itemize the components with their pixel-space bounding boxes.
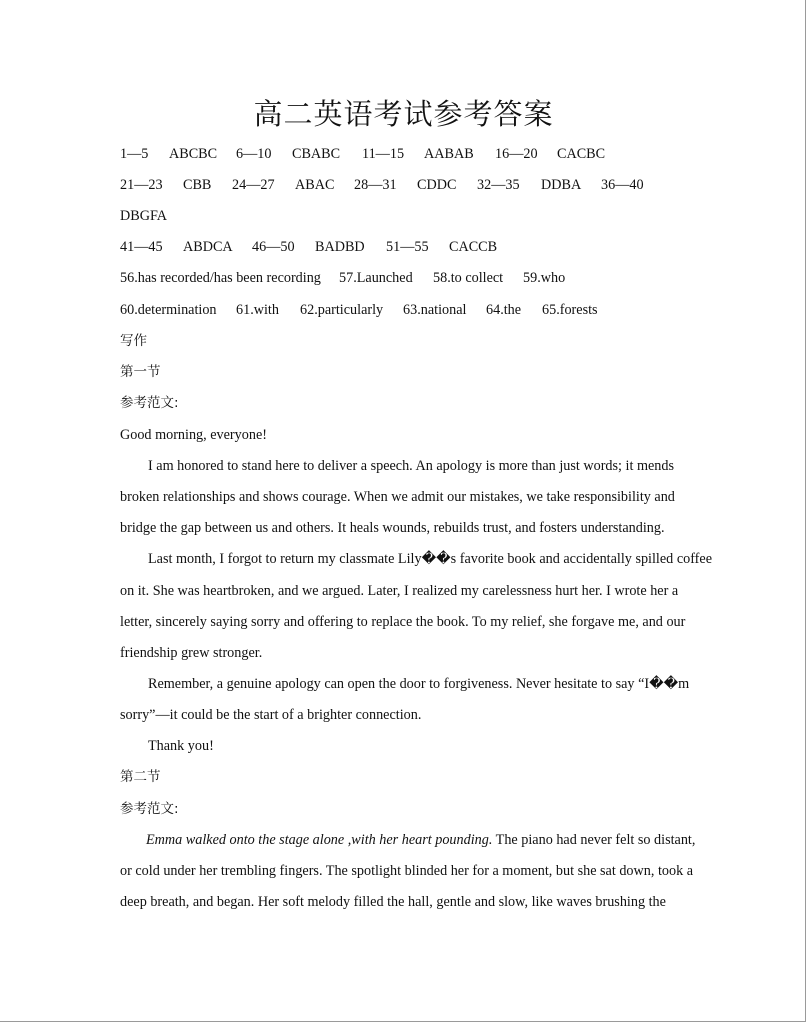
- answer-range: 11—15: [362, 146, 405, 162]
- answer-range: 24—27: [232, 177, 275, 193]
- answer-letters: CBB: [183, 177, 212, 193]
- answer-item: 57.Launched: [339, 270, 413, 286]
- continuation-text: The piano had never felt so distant,: [492, 832, 696, 848]
- answer-letters: BADBD: [315, 239, 365, 255]
- essay-line: bridge the gap between us and others. It heals wounds, rebuilds trust, and fosters understanding.: [120, 520, 665, 536]
- answer-item: 62.particularly: [300, 302, 384, 318]
- answer-item: 59.who: [523, 270, 566, 286]
- answer-range: 1—5: [120, 146, 149, 162]
- answer-range: 46—50: [252, 239, 295, 255]
- answer-letters: CACCB: [449, 239, 498, 255]
- answer-range: 28—31: [354, 177, 397, 193]
- answer-item: 60.determination: [120, 302, 217, 318]
- sample-label: 参考范文:: [120, 395, 179, 411]
- essay-line: deep breath, and began. Her soft melody filled the hall, gentle and slow, like waves brushing the: [120, 894, 666, 910]
- answer-item: 58.to collect: [433, 270, 504, 286]
- answer-letters: AABAB: [424, 146, 474, 162]
- answer-letters: CACBC: [557, 146, 606, 162]
- essay-closing: Thank you!: [148, 738, 214, 754]
- answer-range: 41—45: [120, 239, 163, 255]
- answer-item: 61.with: [236, 302, 279, 318]
- answer-letters: ABCBC: [169, 146, 218, 162]
- essay-line: I am honored to stand here to deliver a speech. An apology is more than just words; it mends: [148, 458, 675, 474]
- answer-range: 36—40: [601, 177, 644, 193]
- answer-item: 63.national: [403, 302, 467, 318]
- answer-range: 6—10: [236, 146, 272, 162]
- essay-line: sorry”—it could be the start of a brighter connection.: [120, 707, 422, 723]
- part-heading: 第二节: [120, 769, 161, 785]
- answer-range: 16—20: [495, 146, 538, 162]
- page-title: 高二英语考试参考答案: [253, 99, 554, 131]
- answer-range: 32—35: [477, 177, 520, 193]
- answer-row-continued: DBGFA: [120, 208, 168, 224]
- continuation-opening: [146, 831, 695, 849]
- essay-line: letter, sincerely saying sorry and offering to replace the book. To my relief, she forgave me, and our: [120, 614, 686, 630]
- section-heading: 写作: [120, 333, 147, 349]
- answer-item: 56.has recorded/has been recording: [120, 270, 321, 286]
- essay-line: or cold under her trembling fingers. The spotlight blinded her for a moment, but she sat down, took a: [120, 863, 694, 879]
- answer-item: 65.forests: [542, 302, 598, 318]
- sample-label: 参考范文:: [120, 801, 179, 817]
- answer-range: 51—55: [386, 239, 429, 255]
- part-heading: 第一节: [120, 364, 161, 380]
- answer-item: 64.the: [486, 302, 522, 318]
- essay-line: Remember, a genuine apology can open the door to forgiveness. Never hesitate to say “I��m: [148, 676, 690, 692]
- answer-letters: ABAC: [295, 177, 335, 193]
- essay-line: friendship grew stronger.: [120, 645, 263, 661]
- essay-line: Last month, I forgot to return my classmate Lily��s favorite book and accidentally spilled coffee: [148, 551, 712, 567]
- essay-line: on it. She was heartbroken, and we argued. Later, I realized my carelessness hurt her. I wrote her a: [120, 583, 679, 599]
- answer-letters: ABDCA: [183, 239, 233, 255]
- answer-letters: DDBA: [541, 177, 582, 193]
- answer-letters: CDDC: [417, 177, 457, 193]
- answer-letters: CBABC: [292, 146, 341, 162]
- essay-line: broken relationships and shows courage. When we admit our mistakes, we take responsibility and: [120, 489, 675, 505]
- answer-range: 21—23: [120, 177, 163, 193]
- essay-greeting: Good morning, everyone!: [120, 427, 267, 443]
- given-sentence: Emma walked onto the stage alone ,with her heart pounding.: [146, 832, 493, 848]
